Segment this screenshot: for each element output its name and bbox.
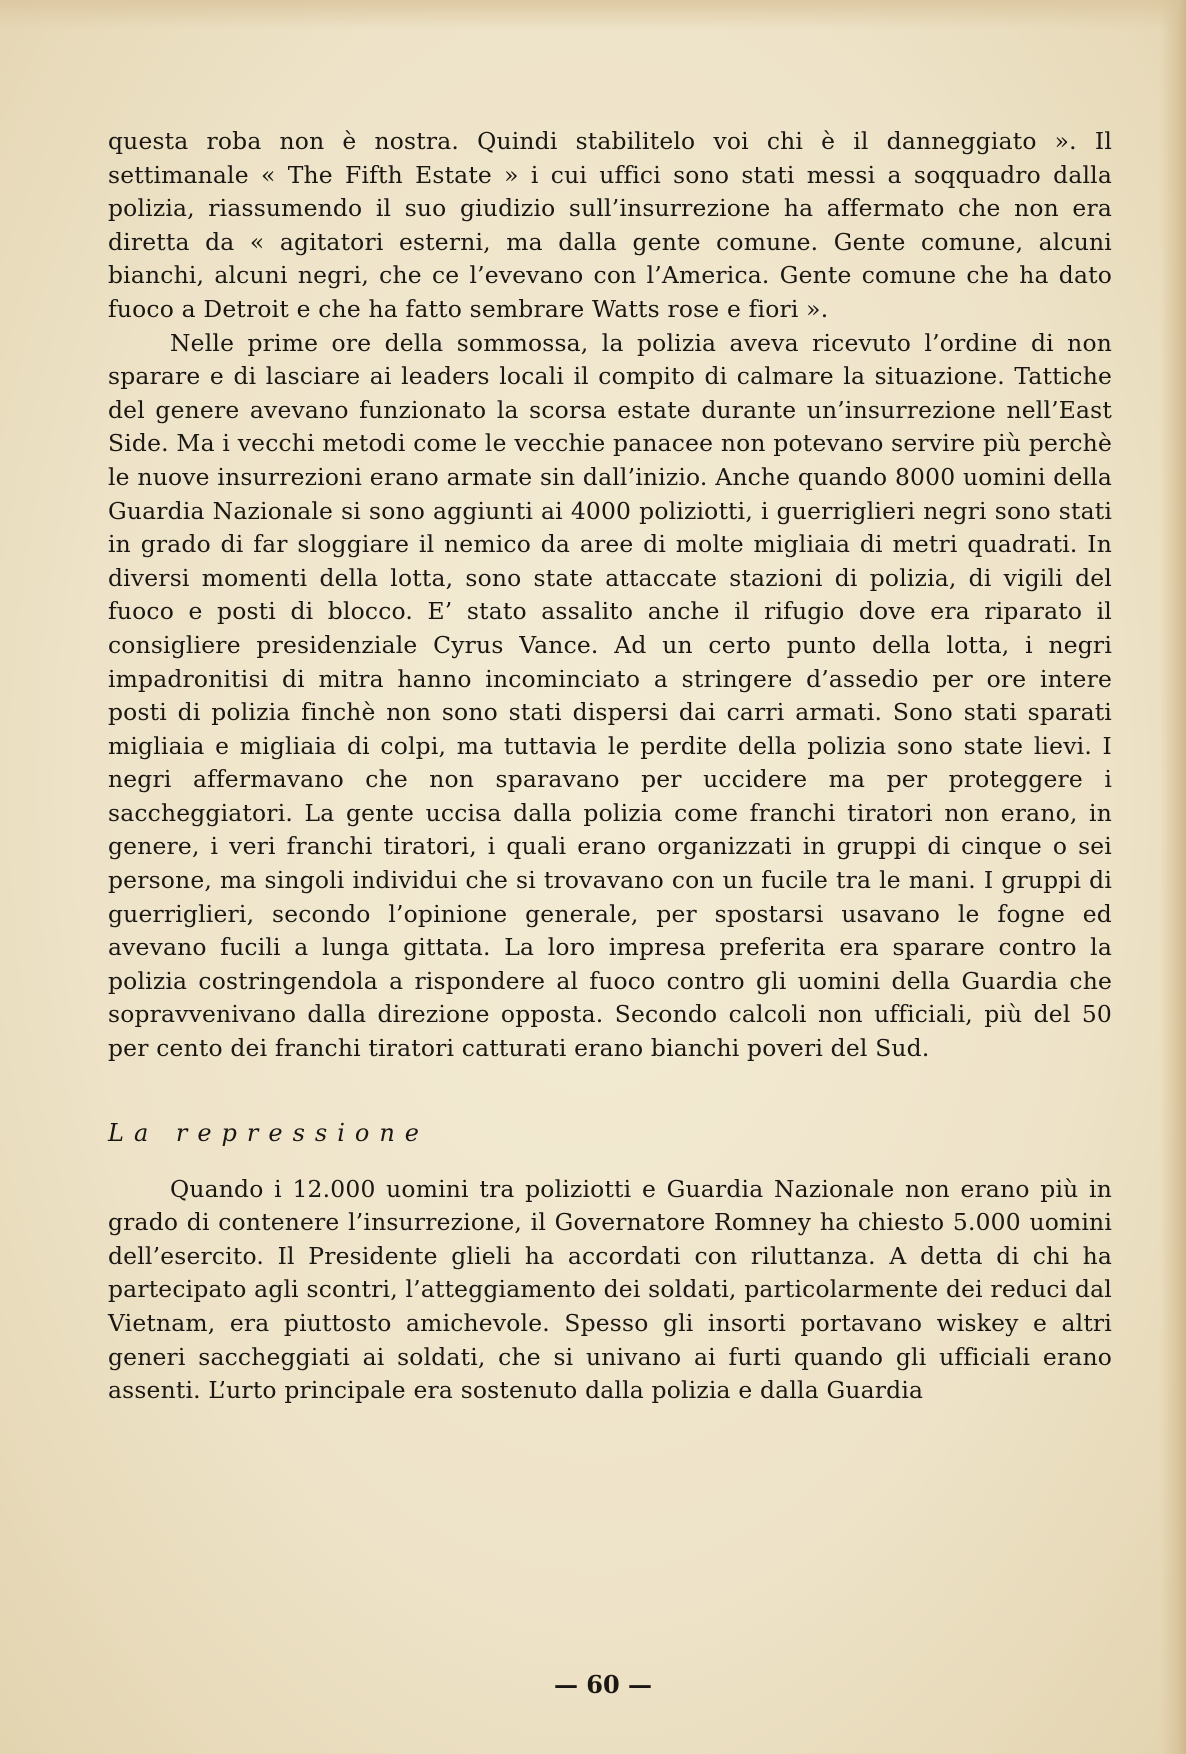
paragraph-continuation: questa roba non è nostra. Quindi stabilitelo voi chi è il danneggiato ». Il settimanale « The Fifth Estate » i cui uffici sono stati messi a soqquadro dalla polizia, riassumendo il suo giudizio sull’insurrezione ha affermato che non era diretta da « agitatori esterni, ma dalla gente comune. Gente comune, alcuni bianchi, alcuni negri, che ce l’evevano con l’America. Gente comune che ha dato fuoco a Detroit e che ha fatto sembrare Watts rose e fiori ». xyxy=(108,127,1112,323)
paragraph-repression: Quando i 12.000 uomini tra poliziotti e Guardia Nazionale non erano più in grado di contenere l’insurrezione, il Governatore Romney ha chiesto 5.000 uomini dell’esercito. Il Presidente glieli ha accordati con riluttanza. A detta di chi ha partecipato agli scontri, l’atteggiamento dei soldati, particolarmente dei reduci dal Vietnam, era piuttosto amichevole. Spesso gli insorti portavano wiskey e altri generi saccheggiati ai soldati, che si univano ai furti quando gli ufficiali erano assenti. L’urto principale era sostenuto dalla polizia e dalla Guardia xyxy=(108,1174,1112,1405)
body-text xyxy=(108,125,1112,1408)
paragraph-riot-police: Nelle prime ore della sommossa, la polizia aveva ricevuto l’ordine di non sparare e di lasciare ai leaders locali il compito di calmare la situazione. Tattiche del genere avevano funzionato la scorsa estate durante un’insurrezione nell’East Side. Ma i vecchi metodi come le vecchie panacee non potevano servire più perchè le nuove insurrezioni erano armate sin dall’inizio. Anche quando 8000 uomini della Guardia Nazionale si sono aggiunti ai 4000 poliziotti, i guerriglieri negri sono stati in grado di far sloggiare il nemico da aree di molte migliaia di metri quadrati. In diversi momenti della lotta, sono state attaccate stazioni di polizia, di vigili del fuoco e posti di blocco. E’ stato assalito anche il rifugio dove era riparato il consigliere presidenziale Cyrus Vance. Ad un certo punto della lotta, i negri impadronitisi di mitra hanno incominciato a stringere d’assedio per ore intere posti di polizia finchè non sono stati dispersi dai carri armati. Sono stati sparati migliaia e migliaia di colpi, ma tuttavia le perdite della polizia sono state lievi. I negri affermavano che non sparavano per uccidere ma per proteggere i saccheggiatori. La gente uccisa dalla polizia come franchi tiratori non erano, in genere, i veri franchi tiratori, i quali erano organizzati in gruppi di cinque o sei persone, ma singoli individui che si trovavano con un fucile tra le mani. I gruppi di guerriglieri, secondo l’opinione generale, per spostarsi usavano le fogne ed avevano fucili a lunga gittata. La loro impresa preferita era sparare contro la polizia costringendola a rispondere al fuoco contro gli uomini della Guardia che sopravvenivano dalla direzione opposta. Secondo calcoli non ufficiali, più del 50 per cento dei franchi tiratori catturati erano bianchi poveri del Sud. xyxy=(108,328,1112,1063)
page-number: — 60 — xyxy=(553,1670,653,1699)
section-heading: La repressione xyxy=(108,1118,430,1147)
page-right-edge xyxy=(1160,0,1186,1754)
page-top-shadow xyxy=(0,0,1186,30)
